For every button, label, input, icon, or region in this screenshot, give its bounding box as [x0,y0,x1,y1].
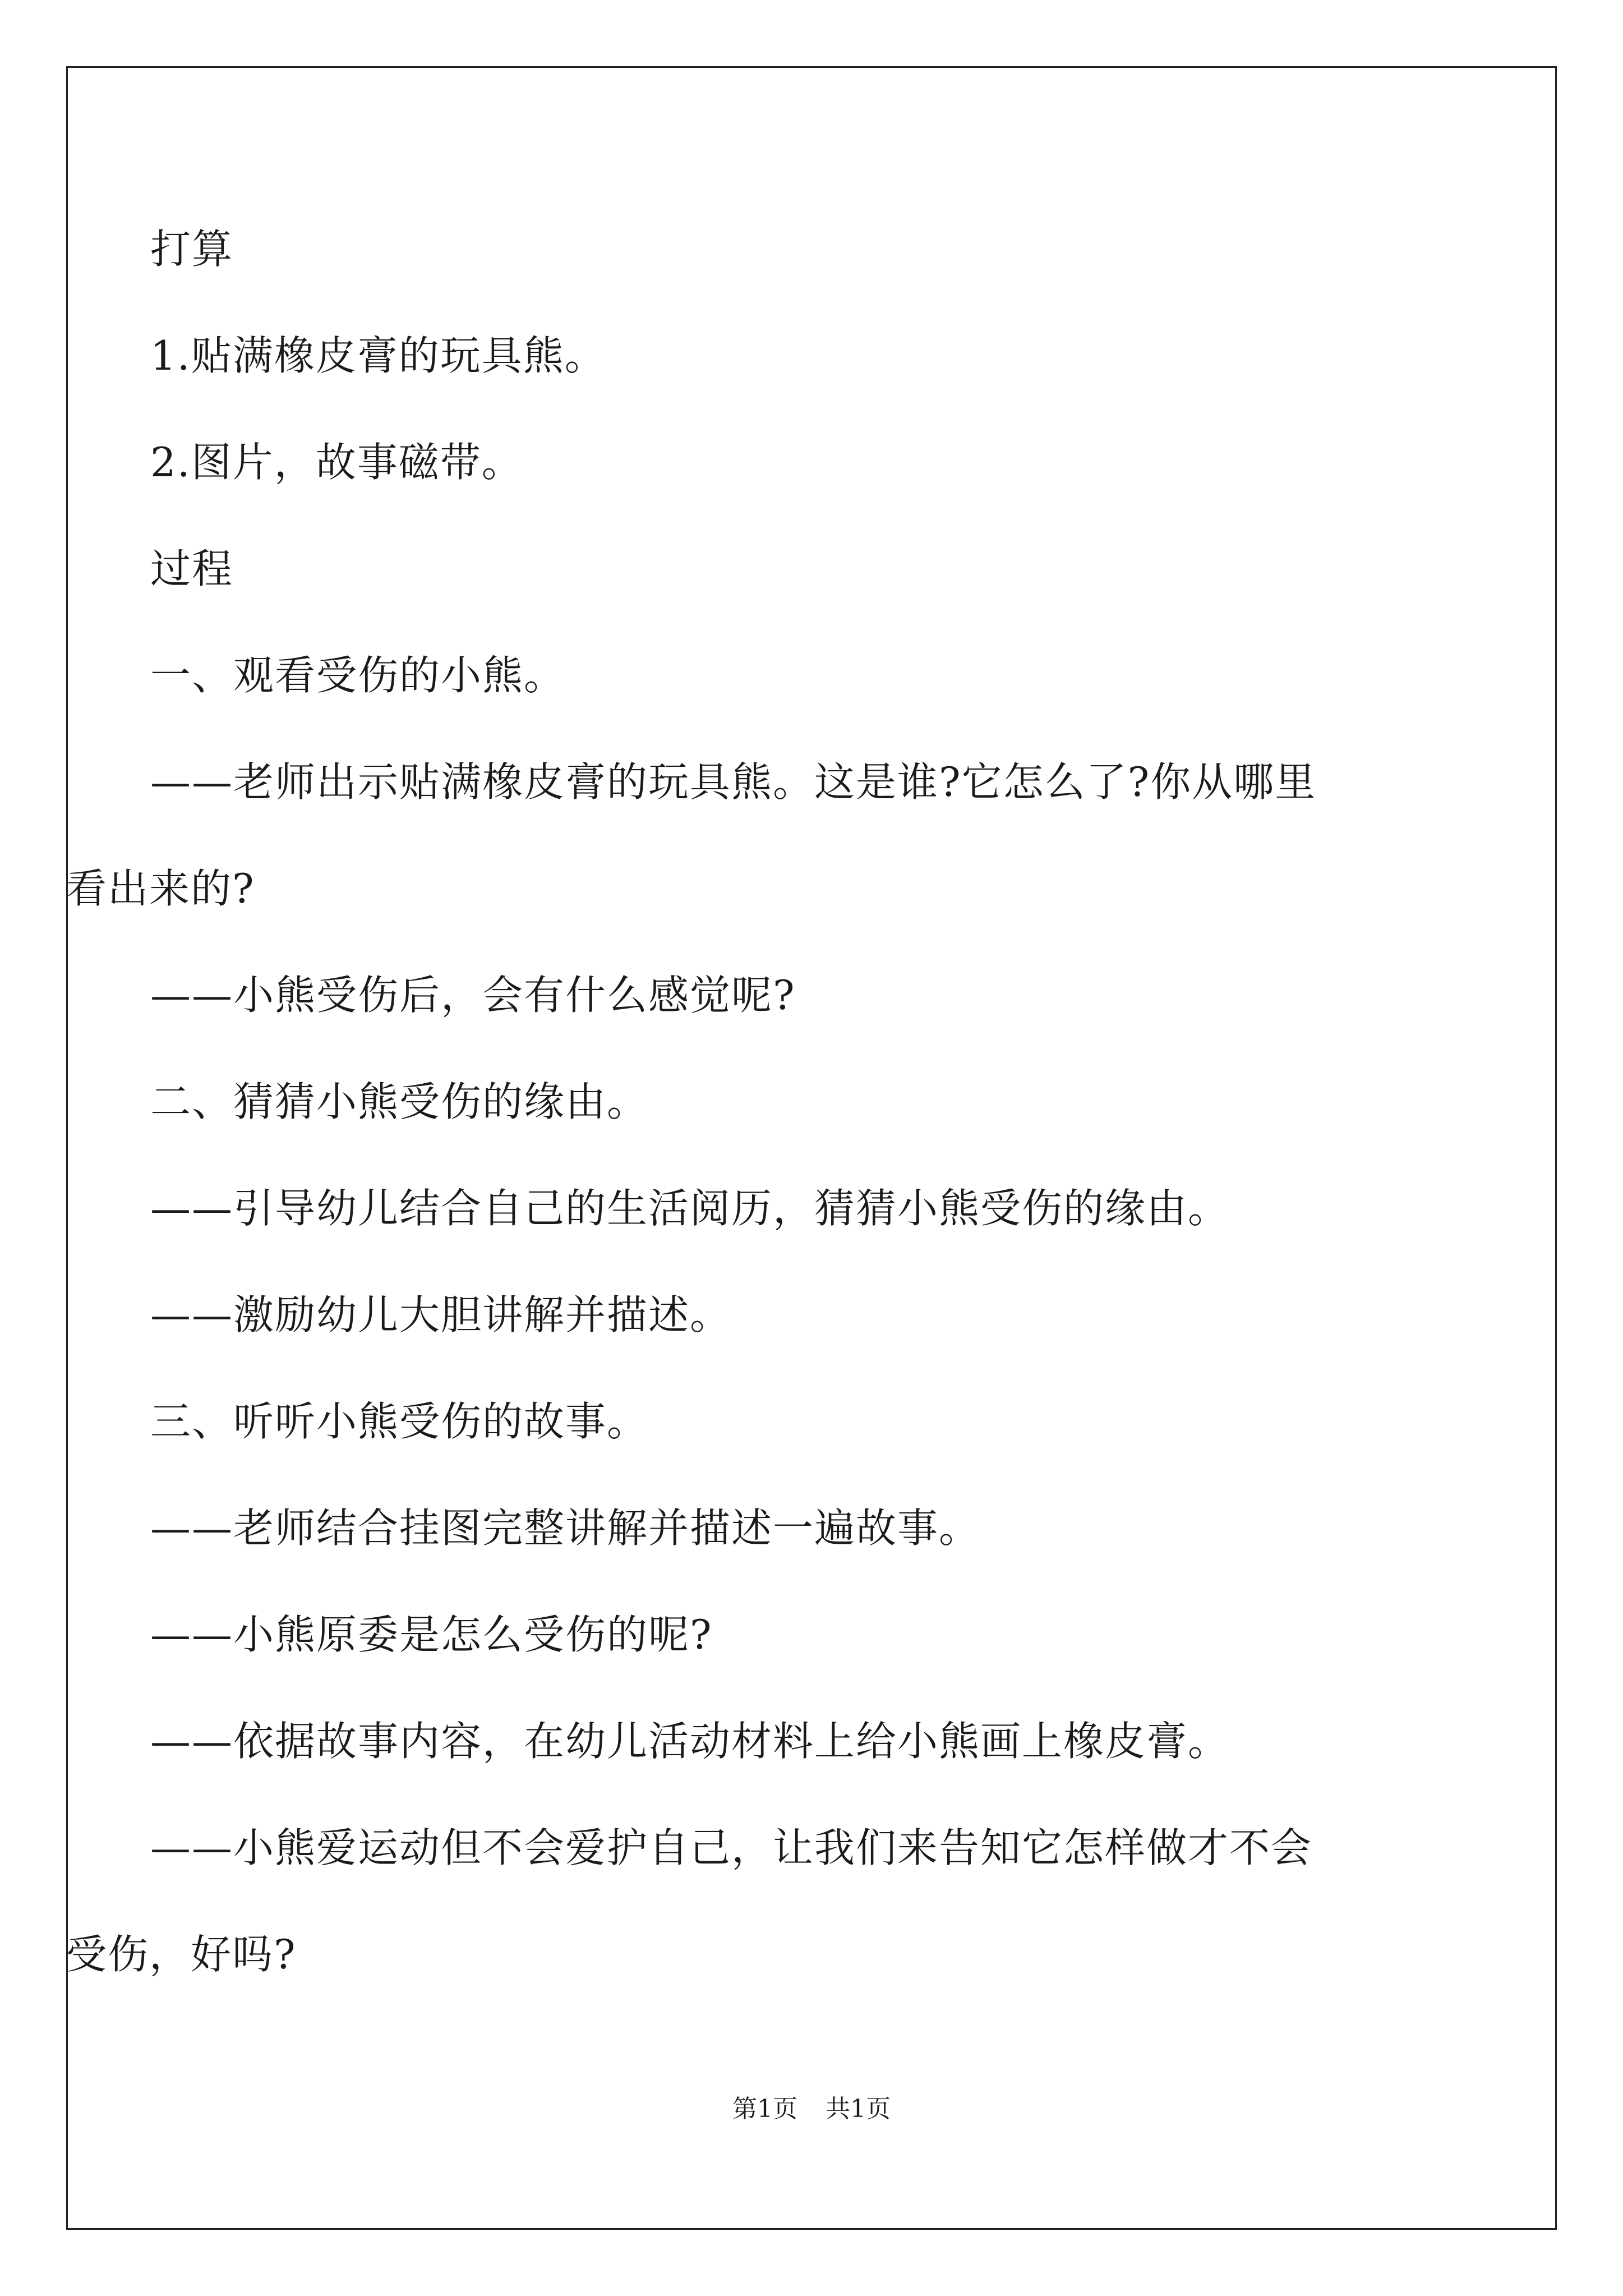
text-line: ——小熊爱运动但不会爱护自己，让我们来告知它怎样做才不会 [150,1824,1313,1871]
section-heading-2: 二、猜猜小熊受伤的缘由。 [150,1078,649,1125]
text-line-continuation: 看出来的? [66,865,255,912]
page-footer [0,2097,1623,2122]
text-line: ——老师结合挂图完整讲解并描述一遍故事。 [150,1504,981,1552]
page-total: 共1页 [826,2095,891,2123]
text-line: ——小熊原委是怎么受伤的呢? [150,1611,713,1658]
text-line: 2.图片，故事磁带。 [150,439,523,486]
heading-process: 过程 [150,545,234,592]
text-line: 1.贴满橡皮膏的玩具熊。 [150,332,606,379]
page-number: 第1页 [732,2095,797,2123]
heading-preparation: 打算 [150,226,234,273]
text-line: ——小熊受伤后，会有什么感觉呢? [150,972,796,1019]
text-line: ——老师出示贴满橡皮膏的玩具熊。这是谁?它怎么了?你从哪里 [150,758,1317,806]
text-line: ——激励幼儿大胆讲解并描述。 [150,1291,732,1338]
text-line: ——依据故事内容，在幼儿活动材料上给小熊画上橡皮膏。 [150,1718,1230,1765]
section-heading-3: 三、听听小熊受伤的故事。 [150,1398,649,1445]
text-line: ——引导幼儿结合自己的生活阅历，猜猜小熊受伤的缘由。 [150,1185,1230,1232]
text-line-continuation: 受伤，好吗? [66,1931,297,1978]
page-frame [66,66,1557,2230]
section-heading-1: 一、观看受伤的小熊。 [150,652,566,699]
